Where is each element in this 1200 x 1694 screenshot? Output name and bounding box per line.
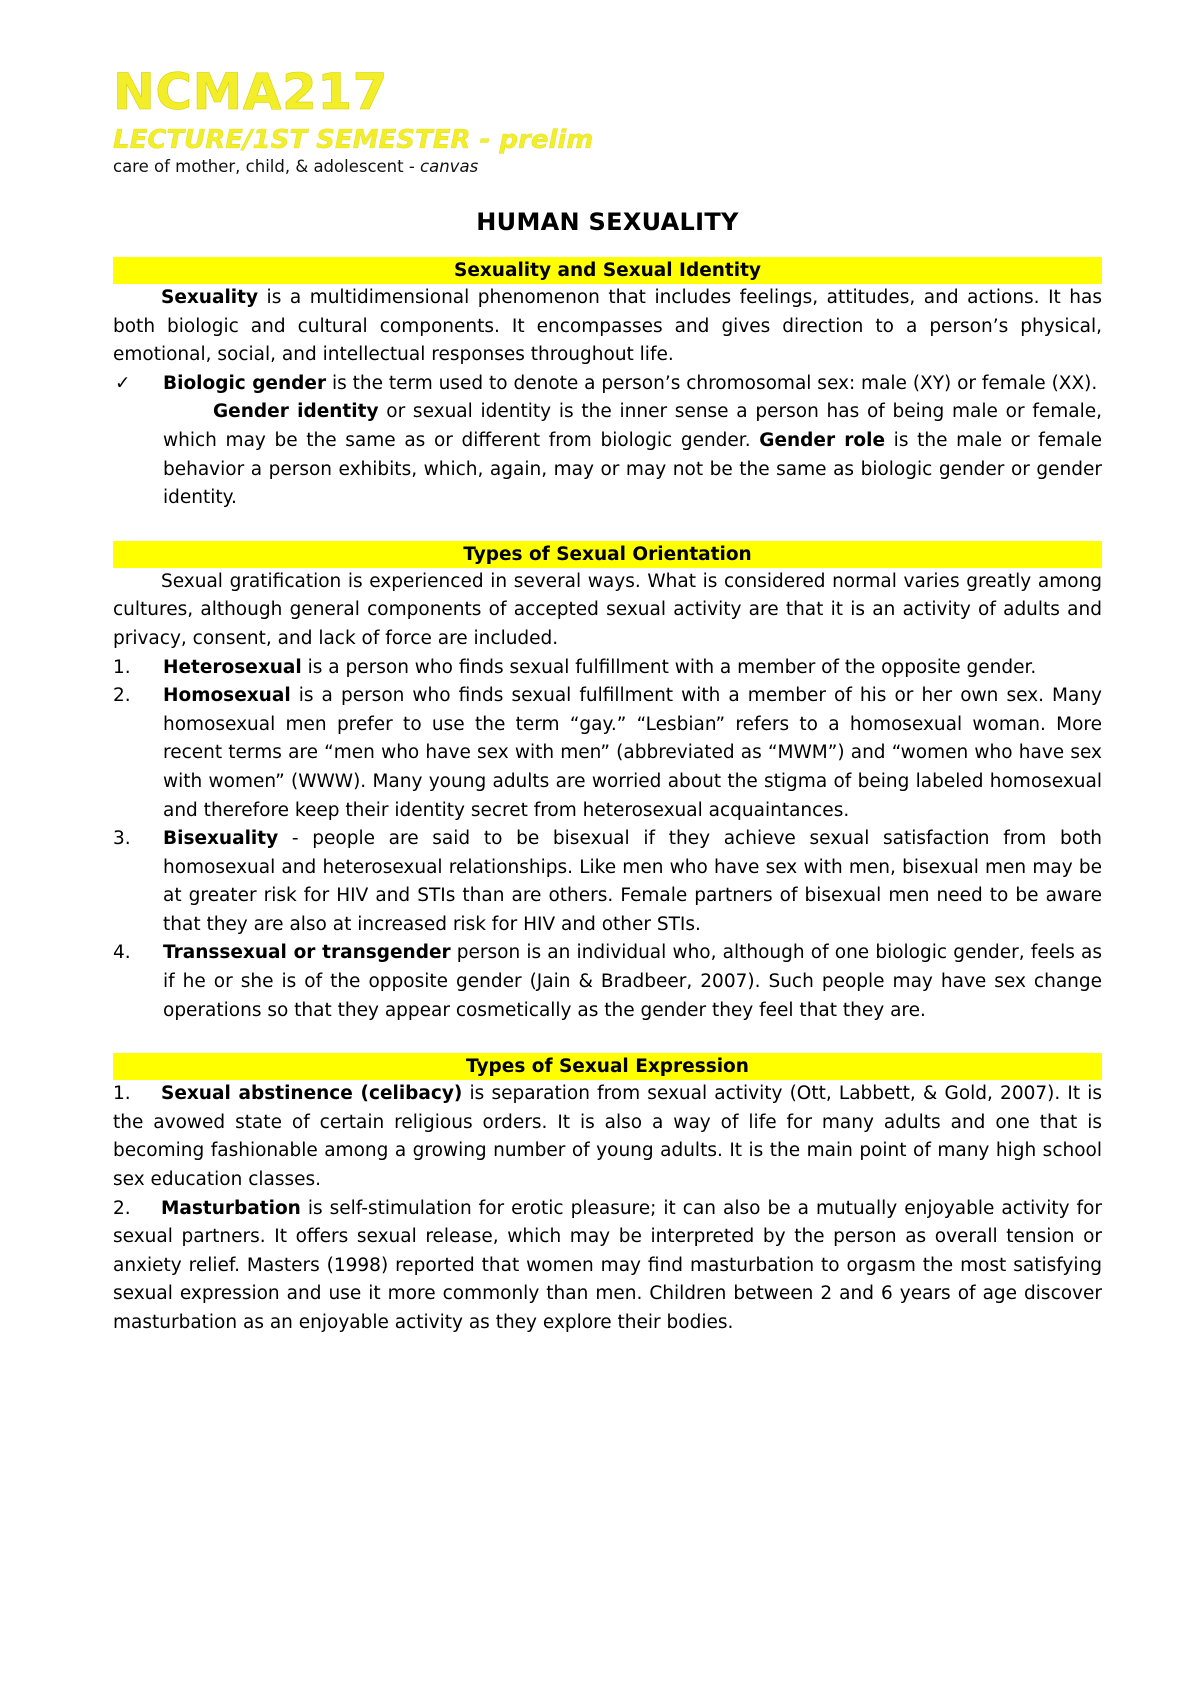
section-sexual-identity xyxy=(113,257,1102,513)
paragraph-text: is a person who finds sexual fulfillment with a member of the opposite gender. xyxy=(301,656,1037,678)
paragraph-text: person is an individual who, although of one biologic gender, feels as if he or she is of the opposite gender (Jain & Bradbeer, 2007). Such people may have sex change operations so that they appear cosmetically as the gender they feel that they are. xyxy=(163,942,1102,1021)
paragraph xyxy=(113,1195,1102,1338)
subtitle-italic: canvas xyxy=(420,157,479,176)
checklist xyxy=(113,370,1102,513)
section-sexual-expression xyxy=(113,1053,1102,1337)
paragraph-text: is the male or female behavior a person exhibits, which, again, may or may not be the same as biologic gender or gender identity. xyxy=(163,429,1103,509)
term: Heterosexual xyxy=(163,656,302,678)
list-number: 2. xyxy=(113,1197,131,1219)
paragraph-text: or sexual identity is the inner sense a person has of being male or female, which may be the same as or different from biologic gender. xyxy=(163,401,1102,451)
numbered-list xyxy=(113,654,1102,1026)
list-number: 1. xyxy=(113,656,131,678)
list-item xyxy=(113,939,1102,1025)
list-number: 4. xyxy=(113,942,131,964)
paragraph xyxy=(163,825,1102,939)
paragraph-text: is a multidimensional phenomenon that includes feelings, attitudes, and actions. It has both biologic and cultural components. It encompasses and gives direction to a person’s physical, emotional, social, and intellectual responses throughout life. xyxy=(113,287,1102,366)
term: Gender identity xyxy=(213,401,379,423)
paragraph-text: is a person who finds sexual fulfillment with a member of his or her own sex. Many homosexual men prefer to use the term “gay.” “Lesbian” refers to a homosexual woman. More recent terms are “men who have sex with men” (abbreviated as “MWM”) and “women who have sex with women” (WWW). Many young adults are worried about the stigma of being labeled homosexual and therefore keep their identity secret from heterosexual acquaintances. xyxy=(163,685,1102,821)
list-number: 2. xyxy=(113,685,131,707)
checkmark-icon: ✓ xyxy=(115,372,131,394)
section-heading: Types of Sexual Orientation xyxy=(113,541,1102,568)
list-item xyxy=(113,825,1102,939)
list-number: 1. xyxy=(113,1083,131,1105)
list-number: 3. xyxy=(113,828,131,850)
section-sexual-orientation xyxy=(113,541,1102,1026)
semester-label: LECTURE/1ST SEMESTER - prelim xyxy=(113,125,594,155)
term: Masturbation xyxy=(161,1197,301,1219)
list-item xyxy=(113,682,1102,825)
paragraph xyxy=(113,1080,1102,1194)
term: Transsexual or transgender xyxy=(163,942,451,964)
paragraph xyxy=(163,370,1102,399)
paragraph-text: is separation from sexual activity (Ott, Labbett, & Gold, 2007). It is the avowed state of certain religious orders. It is also a way of life for many adults and one that is becoming fashionable among a growing number of young adults. It is the main point of many high school sex education classes. xyxy=(113,1083,1102,1191)
section-heading: Types of Sexual Expression xyxy=(113,1053,1102,1080)
subtitle-main: care of mother, child, & adolescent - xyxy=(113,157,421,176)
paragraph-text: - people are said to be bisexual if they achieve sexual satisfaction from both homosexual and heterosexual relationships. Like men who have sex with men, bisexual men may be at greater risk for HIV and STIs than are others. Female partners of bisexual men need to be aware that they are also at increased risk for HIV and other STIs. xyxy=(163,828,1102,935)
paragraph xyxy=(163,682,1102,825)
paragraph: Sexual gratification is experienced in several ways. What is considered normal varies greatly among cultures, although general components of accepted sexual activity are that it is an activity of adults and privacy, consent, and lack of force are included. xyxy=(113,570,1102,649)
term: Biologic gender xyxy=(163,372,327,394)
paragraph-text: is the term used to denote a person’s chromosomal sex: male (XY) or female (XX). xyxy=(326,372,1098,394)
paragraph-text: is self-stimulation for erotic pleasure; it can also be a mutually enjoyable activity for sexual partners. It offers sexual release, which may be interpreted by the person as overall tension or anxiety relief. Masters (1998) reported that women may find masturbation to orgasm the most satisfying sexual expression and use it more commonly than men. Children between 2 and 6 years of age discover masturbation as an enjoyable activity as they explore their bodies. xyxy=(113,1197,1102,1333)
list-item xyxy=(113,654,1102,683)
term: Sexuality xyxy=(161,287,259,308)
course-code: NCMA217 xyxy=(113,63,388,121)
term: Homosexual xyxy=(163,685,291,707)
term: Gender role xyxy=(759,429,886,451)
section-heading: Sexuality and Sexual Identity xyxy=(113,257,1102,284)
paragraph xyxy=(163,398,1102,512)
course-subtitle xyxy=(113,157,1102,177)
paragraph xyxy=(113,284,1102,370)
term: Sexual abstinence (celibacy) xyxy=(161,1083,463,1105)
paragraph xyxy=(163,654,1102,683)
paragraph xyxy=(163,939,1102,1025)
document-title: HUMAN SEXUALITY xyxy=(476,208,739,236)
term: Bisexuality xyxy=(163,828,279,850)
list-item xyxy=(113,370,1102,513)
